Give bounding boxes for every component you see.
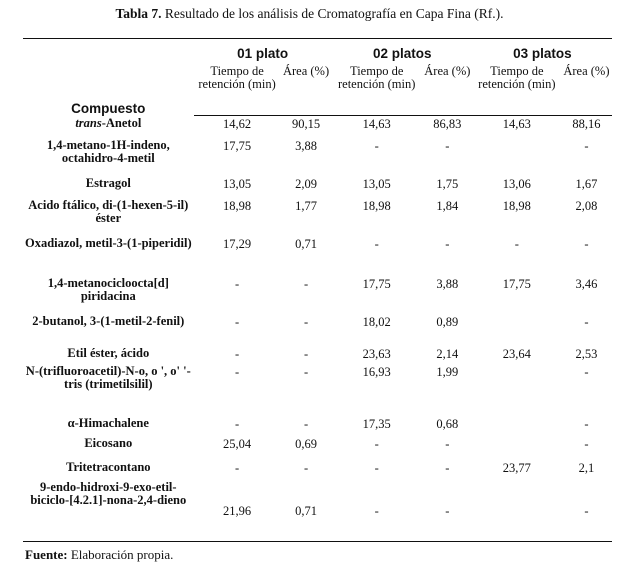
table-row (23, 460, 612, 480)
area-cell: 1,67 (575, 176, 598, 191)
retention-time-cell: 14,63 (502, 117, 531, 131)
table-row (23, 198, 612, 236)
retention-time-cell: 23,77 (502, 460, 531, 475)
retention-time-cell: 13,06 (502, 176, 531, 191)
compound-name (23, 138, 194, 176)
retention-time-cell: - (374, 138, 379, 153)
area-cell: - (584, 436, 589, 451)
compound-name (23, 236, 194, 276)
retention-time-cell (473, 314, 561, 346)
area-cell: 1,75 (436, 176, 459, 191)
compound-label: 9-endo-hidroxi-9-exo-etil-biciclo-[4.2.1]-nona-2,4-dieno (30, 479, 187, 507)
compound-name (23, 480, 194, 542)
table-row (23, 176, 612, 198)
group-header-2: 02 platos (332, 39, 473, 62)
source-text: Elaboración propia. (70, 547, 174, 562)
retention-time-cell: 18,98 (502, 198, 531, 213)
retention-time-cell: 17,29 (223, 236, 252, 251)
compound-label: Etil éster, ácido (67, 345, 150, 360)
compound-label: Oxadiazol, metil-3-(1-piperidil) (24, 235, 192, 250)
area-header: Área (%) (561, 61, 612, 116)
compound-label: -Anetol (101, 115, 142, 130)
area-cell: 0,89 (436, 314, 459, 329)
caption-label: Tabla 7. (115, 6, 162, 21)
retention-time-cell (473, 138, 561, 176)
compound-label: Eicosano (84, 435, 133, 450)
table-caption (0, 6, 619, 22)
table-body (23, 116, 612, 542)
area-cell: 1,77 (295, 198, 317, 213)
compound-name (23, 460, 194, 480)
compound-prefix: trans (75, 115, 102, 130)
area-cell: - (584, 138, 589, 153)
area-cell: - (584, 416, 589, 431)
retention-time-cell: - (234, 276, 240, 291)
table-row (23, 480, 612, 542)
compound-name (23, 176, 194, 198)
area-cell: 2,14 (436, 346, 459, 361)
retention-time-cell: 13,05 (362, 176, 391, 191)
retention-time-cell: 21,96 (194, 480, 281, 542)
compound-label: N-(trifluoroacetil)-N-o, o ', o' '- tris (trimetilsilil) (25, 363, 191, 391)
compound-label: 1,4-metanociclooctа[d] piridacina (47, 275, 169, 303)
retention-time-cell: 23,64 (502, 346, 531, 361)
retention-time-cell (473, 480, 561, 542)
retention-time-cell: 25,04 (223, 436, 252, 451)
area-cell: - (445, 460, 450, 475)
retention-time-cell (473, 364, 561, 416)
retention-time-cell: 18,98 (362, 198, 391, 213)
area-cell: - (584, 314, 589, 329)
table-row (23, 138, 612, 176)
area-cell: 2,08 (575, 198, 598, 213)
area-cell: 1,84 (436, 198, 459, 213)
area-cell: 2,1 (578, 460, 595, 475)
time-header: Tiempo de retención (min) (194, 61, 281, 116)
compound-label: 2-butanol, 3-(1-metil-2-fenil) (32, 313, 185, 328)
retention-time-cell: - (234, 460, 240, 475)
compound-label: 1,4-metano-1H-indeno, octahidro-4-metil (46, 137, 170, 165)
table-row (23, 346, 612, 364)
table-row (23, 116, 612, 138)
area-cell: - (303, 364, 309, 379)
retention-time-cell: - (514, 236, 519, 251)
retention-time-cell: 14,62 (223, 117, 252, 131)
retention-time-cell: - (234, 364, 240, 379)
area-cell: 3,46 (575, 276, 598, 291)
compound-name (23, 198, 194, 236)
compound-name (23, 416, 194, 436)
area-cell: - (422, 480, 473, 542)
time-header: Tiempo de retención (min) (332, 61, 422, 116)
area-cell: - (303, 314, 309, 329)
area-cell: 0,71 (281, 480, 332, 542)
retention-time-cell: 13,05 (223, 176, 252, 191)
area-cell: - (445, 138, 450, 153)
area-cell: - (561, 480, 612, 542)
area-cell: - (303, 416, 309, 431)
compound-label: Estragol (85, 175, 131, 190)
area-cell: 0,69 (295, 436, 317, 451)
area-cell: 3,88 (295, 138, 317, 153)
area-cell: 90,15 (292, 117, 321, 131)
retention-time-cell: 23,63 (362, 346, 391, 361)
retention-time-cell: - (374, 236, 379, 251)
retention-time-cell: 18,98 (223, 198, 252, 213)
area-cell: 2,53 (575, 346, 598, 361)
compound-label: Acido ftálico, di-(1-hexen-5-il) éster (28, 197, 189, 225)
compound-name (23, 116, 194, 138)
area-header: Área (%) (422, 61, 473, 116)
retention-time-cell: - (332, 480, 422, 542)
retention-time-cell: - (374, 460, 379, 475)
area-cell: - (445, 436, 450, 451)
compound-label: α-Himachalene (67, 415, 149, 430)
area-cell: - (584, 364, 589, 379)
retention-time-cell: 16,93 (362, 364, 391, 379)
area-cell: 86,83 (433, 117, 462, 131)
area-cell: 1,99 (436, 364, 459, 379)
results-table (23, 38, 612, 542)
retention-time-cell: 17,75 (223, 138, 252, 153)
source-note (25, 547, 173, 563)
table-row (23, 276, 612, 314)
retention-time-cell: - (234, 314, 240, 329)
compound-header: Compuesto (23, 39, 194, 116)
area-cell: - (303, 276, 309, 291)
retention-time-cell: 17,75 (362, 276, 391, 291)
compound-name (23, 436, 194, 460)
retention-time-cell: - (234, 346, 240, 361)
retention-time-cell: 18,02 (362, 314, 391, 329)
compound-label: Tritetracontano (66, 459, 151, 474)
retention-time-cell: 14,63 (362, 117, 391, 131)
table-row (23, 314, 612, 346)
group-header-3: 03 platos (473, 39, 612, 62)
compound-name (23, 314, 194, 346)
area-cell: - (303, 346, 309, 361)
retention-time-cell: - (234, 416, 240, 431)
table-row (23, 436, 612, 460)
area-cell: 0,68 (436, 416, 459, 431)
area-cell: 2,09 (295, 176, 317, 191)
retention-time-cell: - (374, 436, 379, 451)
area-cell: 0,71 (295, 236, 317, 251)
caption-text: Resultado de los análisis de Cromatografía en Capa Fina (Rf.). (164, 6, 504, 21)
table-row (23, 364, 612, 416)
group-header-row (23, 39, 612, 62)
group-header-1: 01 plato (194, 39, 332, 62)
compound-name (23, 364, 194, 416)
area-cell: - (584, 236, 589, 251)
table-row (23, 236, 612, 276)
time-header: Tiempo de retención (min) (473, 61, 561, 116)
table-row (23, 416, 612, 436)
retention-time-cell (473, 436, 561, 460)
area-cell: 88,16 (572, 117, 601, 131)
compound-name (23, 346, 194, 364)
area-cell: - (445, 236, 450, 251)
retention-time-cell: 17,75 (502, 276, 531, 291)
area-cell: - (303, 460, 309, 475)
source-label: Fuente: (25, 547, 68, 562)
area-cell: 3,88 (436, 276, 459, 291)
area-header: Área (%) (281, 61, 332, 116)
retention-time-cell: 17,35 (362, 416, 391, 431)
retention-time-cell (473, 416, 561, 436)
compound-name (23, 276, 194, 314)
